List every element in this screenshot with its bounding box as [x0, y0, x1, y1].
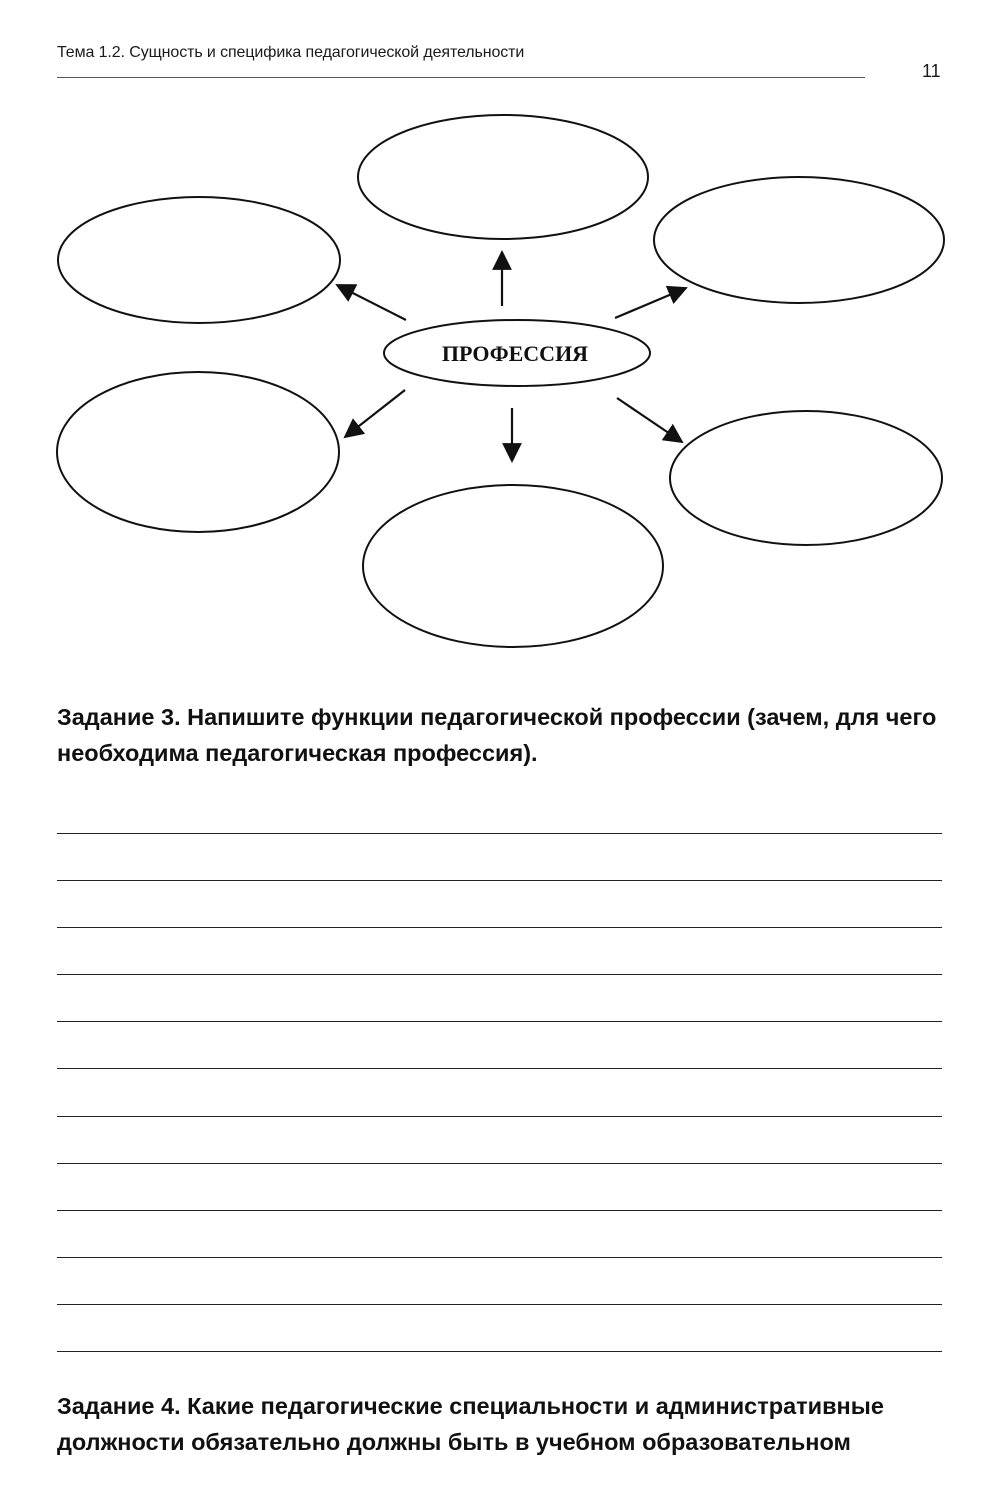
bubble-top-left[interactable]	[58, 197, 340, 323]
answer-line-7[interactable]	[57, 1116, 942, 1117]
bubble-top[interactable]	[358, 115, 648, 239]
answer-line-4[interactable]	[57, 974, 942, 975]
answer-line-2[interactable]	[57, 880, 942, 881]
bubble-bottom-right[interactable]	[670, 411, 942, 545]
task-3-answer-lines	[57, 833, 942, 1398]
arrow-to-top-right	[615, 288, 686, 318]
task-3-heading: Задание 3. Напишите функции педагогической профессии (зачем, для чего необходима педагогическая профессия).	[57, 704, 937, 766]
profession-mind-map	[0, 100, 1000, 660]
answer-line-8[interactable]	[57, 1163, 942, 1164]
arrow-to-top-left	[337, 285, 406, 320]
answer-line-5[interactable]	[57, 1021, 942, 1022]
header-rule	[57, 77, 865, 78]
bubble-top-right[interactable]	[654, 177, 944, 303]
task-4-heading: Задание 4. Какие педагогические специальности и административные должности обязательно должны быть в учебном образовательном	[57, 1393, 884, 1455]
answer-line-3[interactable]	[57, 927, 942, 928]
arrow-to-bottom-left	[345, 390, 405, 437]
answer-line-10[interactable]	[57, 1257, 942, 1258]
answer-line-9[interactable]	[57, 1210, 942, 1211]
answer-line-6[interactable]	[57, 1068, 942, 1069]
bubble-bottom-left[interactable]	[57, 372, 339, 532]
answer-line-1[interactable]	[57, 833, 942, 834]
bubble-bottom[interactable]	[363, 485, 663, 647]
arrow-to-bottom-right	[617, 398, 682, 442]
page-number: 11	[922, 61, 941, 81]
answer-line-11[interactable]	[57, 1304, 942, 1305]
answer-line-12[interactable]	[57, 1351, 942, 1352]
running-header: Тема 1.2. Сущность и специфика педагогической деятельности	[57, 44, 525, 61]
center-node-label: ПРОФЕССИЯ	[441, 341, 589, 366]
